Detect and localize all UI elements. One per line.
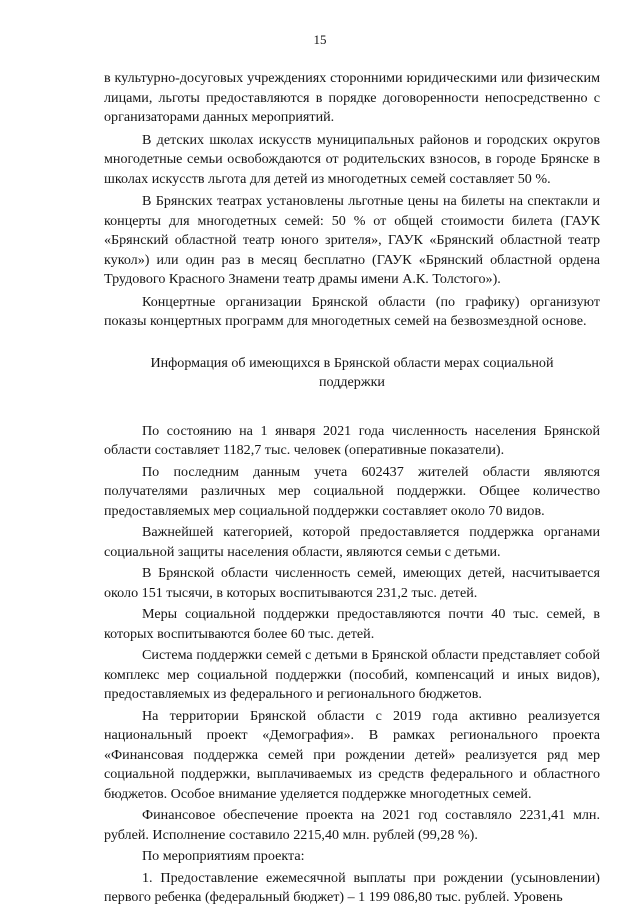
paragraph: По последним данным учета 602437 жителей области являются получателями различных мер социальной поддержки. Общее количество предоставляемых мер социальной поддержки составляет около 70 видов. [104,463,600,519]
page-number: 15 [313,32,327,47]
paragraph: 1. Предоставление ежемесячной выплаты при рождении (усыновлении) первого ребенка (федеральный бюджет) – 1 199 086,80 тыс. рублей. Уровень [104,869,600,905]
paragraph: Финансовое обеспечение проекта на 2021 год составляло 2231,41 млн. рублей. Исполнение составило 2215,40 млн. рублей (99,28 %). [104,807,600,843]
paragraph: На территории Брянской области с 2019 года активно реализуется национальный проект «Демография». В рамках регионального проекта «Финансовая поддержка семей при рождении детей» реализуется ряд мер социальной поддержки, выплачиваемых из средств федерального и областного бюджетов. Особое внимание уделяется поддержке многодетных семей. [104,707,600,802]
paragraph: По мероприятиям проекта: [142,848,305,864]
paragraph: В Брянских театрах установлены льготные цены на билеты на спектакли и концерты для многодетных семей: 50 % от общей стоимости билета (ГАУК «Брянский областной театр юного зрителя», ГАУК «Брянский областной театр кукол») или один раз в месяц бесплатно (ГАУК «Брянский областной ордена Трудового Красного Знамени театр драмы имени А.К. Толстого»). [104,193,600,287]
paragraph: Концертные организации Брянской области (по графику) организуют показы концертных программ для многодетных семей на безвозмездной основе. [104,293,600,329]
paragraph: Меры социальной поддержки предоставляются почти 40 тыс. семей, в которых воспитываются более 60 тыс. детей. [104,606,600,642]
paragraph: Важнейшей категорией, которой предоставляется поддержка органами социальной защиты населения области, являются семьи с детьми. [104,524,600,560]
paragraph: В детских школах искусств муниципальных районов и городских округов многодетные семьи освобождаются от родительских взносов, в городе Брянске в школах искусств льгота для детей из многодетных семей составляет 50 %. [104,131,600,187]
paragraph: в культурно-досуговых учреждениях сторонними юридическими или физическим лицами, льготы предоставляются в порядке договоренности непосредственно с организаторами данных мероприятий. [104,70,600,125]
section-heading: Информация об имеющихся в Брянской области мерах социальной поддержки [150,354,554,390]
paragraph: В Брянской области численность семей, имеющих детей, насчитывается около 151 тысячи, в которых воспитываются 231,2 тыс. детей. [104,565,600,601]
document-body [104,69,600,908]
paragraph: По состоянию на 1 января 2021 года численность населения Брянской области составляет 1182,7 тыс. человек (оперативные показатели). [104,422,600,458]
paragraph: Система поддержки семей с детьми в Брянской области представляет собой комплекс мер социальной поддержки (пособий, компенсаций и иных видов), предоставляемых из федерального и регионального бюджетов. [104,647,600,702]
